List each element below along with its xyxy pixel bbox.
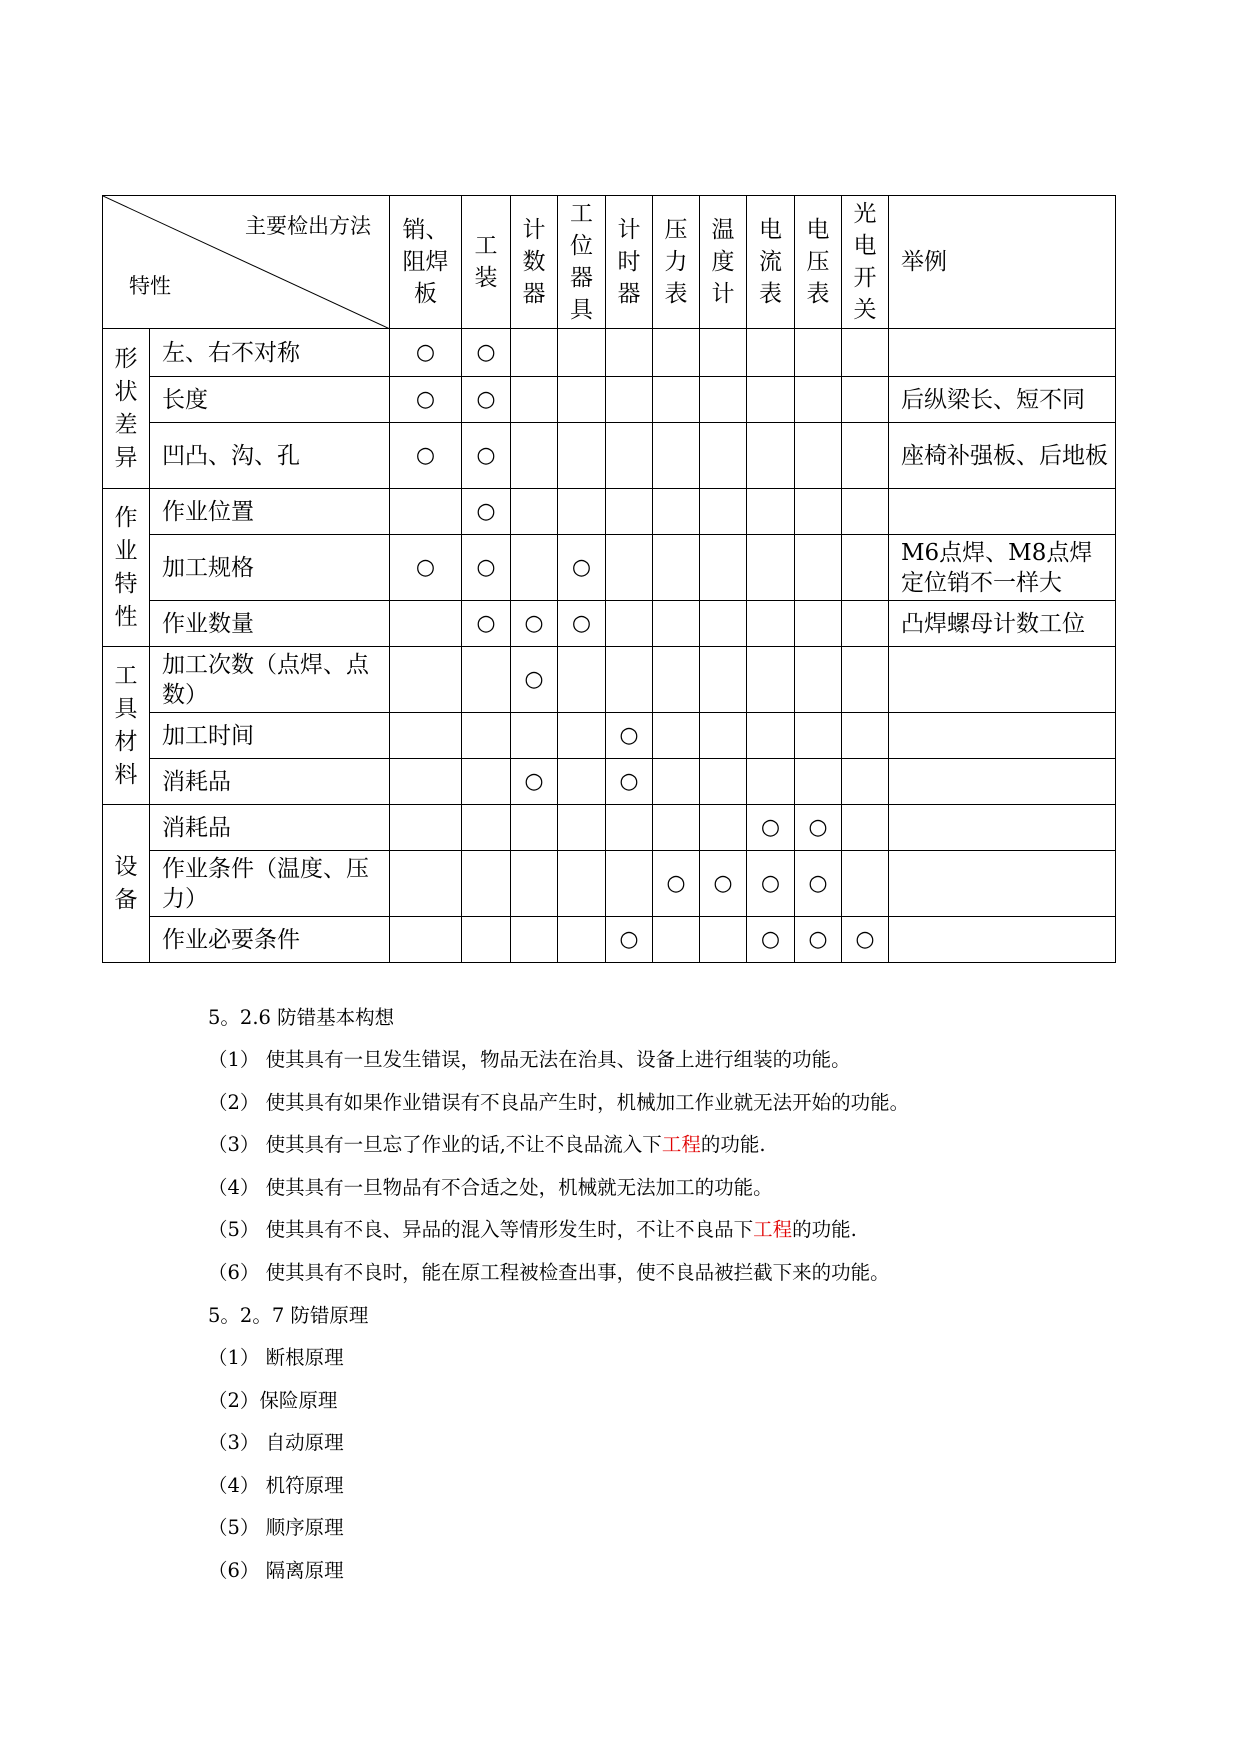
- example-cell: [889, 805, 1116, 851]
- concept-item: （6） 使其具有不良时，能在原工程被检查出事，使不良品被拦截下来的功能。: [208, 1260, 890, 1284]
- group-label-char: 作: [114, 504, 138, 531]
- empty-cell: [462, 759, 511, 805]
- empty-cell: [795, 423, 842, 489]
- mark-circle: ○: [747, 805, 795, 851]
- method-header-char: 压: [664, 217, 688, 243]
- concept-item: （4） 使其具有一旦物品有不合适之处，机械就无法加工的功能。: [208, 1175, 773, 1199]
- group-label-char: 异: [114, 444, 138, 471]
- group-label: [103, 489, 150, 647]
- method-header-char: 计: [617, 217, 641, 243]
- mark-circle: ○: [462, 377, 511, 423]
- group-label-char: 料: [114, 761, 138, 788]
- concept-item: [208, 1214, 857, 1242]
- method-header-char: 电: [853, 233, 877, 259]
- method-header-char: 电: [806, 217, 830, 243]
- empty-cell: [653, 601, 700, 647]
- empty-cell: [462, 647, 511, 713]
- empty-cell: [700, 489, 747, 535]
- mark-circle: ○: [558, 601, 606, 647]
- example-header: 举例: [889, 196, 1116, 329]
- characteristic-cell: 加工时间: [150, 713, 390, 759]
- example-cell: [889, 489, 1116, 535]
- empty-cell: [462, 917, 511, 963]
- empty-cell: [795, 377, 842, 423]
- empty-cell: [842, 713, 889, 759]
- method-header: [390, 196, 462, 329]
- mark-circle: ○: [462, 489, 511, 535]
- table-row: [103, 713, 1116, 759]
- method-header-char: 计: [522, 217, 546, 243]
- mark-circle: ○: [606, 759, 653, 805]
- empty-cell: [653, 489, 700, 535]
- empty-cell: [390, 713, 462, 759]
- method-header-char: 器: [570, 265, 593, 291]
- table-row: [103, 377, 1116, 423]
- empty-cell: [606, 489, 653, 535]
- empty-cell: [558, 917, 606, 963]
- empty-cell: [653, 805, 700, 851]
- concept-item-text: （5） 使其具有不良、异品的混入等情形发生时，不让不良品下: [208, 1218, 754, 1241]
- characteristic-cell: 加工次数（点焊、点数）: [150, 647, 390, 713]
- empty-cell: [558, 647, 606, 713]
- group-label: [103, 805, 150, 963]
- example-cell: [889, 329, 1116, 377]
- empty-cell: [653, 535, 700, 601]
- group-label-char: 业: [114, 537, 138, 564]
- mark-circle: ○: [700, 851, 747, 917]
- empty-cell: [842, 851, 889, 917]
- empty-cell: [606, 851, 653, 917]
- characteristic-cell: 作业数量: [150, 601, 390, 647]
- table-row: [103, 489, 1116, 535]
- method-header-char: 工: [474, 233, 498, 259]
- empty-cell: [511, 713, 558, 759]
- empty-cell: [747, 759, 795, 805]
- method-header-char: 板: [414, 281, 437, 307]
- empty-cell: [390, 851, 462, 917]
- empty-cell: [511, 423, 558, 489]
- empty-cell: [747, 329, 795, 377]
- empty-cell: [747, 601, 795, 647]
- empty-cell: [606, 423, 653, 489]
- empty-cell: [606, 805, 653, 851]
- empty-cell: [558, 759, 606, 805]
- method-header-char: 关: [853, 297, 877, 323]
- method-header-char: 工: [570, 201, 593, 227]
- method-header: [558, 196, 606, 329]
- method-header-char: 装: [474, 265, 498, 291]
- empty-cell: [747, 535, 795, 601]
- empty-cell: [390, 489, 462, 535]
- method-header-char: 压: [806, 249, 830, 275]
- method-header-char: 销、: [402, 217, 449, 243]
- empty-cell: [462, 713, 511, 759]
- empty-cell: [700, 329, 747, 377]
- empty-cell: [390, 759, 462, 805]
- empty-cell: [747, 713, 795, 759]
- table-row: [103, 535, 1116, 601]
- method-header-char: 具: [570, 297, 593, 323]
- example-cell: [889, 917, 1116, 963]
- table-row: [103, 329, 1116, 377]
- empty-cell: [795, 759, 842, 805]
- method-header: [653, 196, 700, 329]
- empty-cell: [390, 917, 462, 963]
- characteristic-cell: 左、右不对称: [150, 329, 390, 377]
- empty-cell: [511, 851, 558, 917]
- empty-cell: [700, 647, 747, 713]
- empty-cell: [558, 329, 606, 377]
- principle-item: （5） 顺序原理: [208, 1516, 344, 1539]
- empty-cell: [511, 377, 558, 423]
- empty-cell: [462, 805, 511, 851]
- empty-cell: [558, 377, 606, 423]
- empty-cell: [700, 423, 747, 489]
- method-header-char: 光: [853, 201, 877, 227]
- method-header: [795, 196, 842, 329]
- empty-cell: [390, 647, 462, 713]
- empty-cell: [795, 329, 842, 377]
- empty-cell: [390, 805, 462, 851]
- empty-cell: [558, 423, 606, 489]
- mark-circle: ○: [390, 423, 462, 489]
- detection-method-table: [102, 195, 1116, 963]
- method-header-char: 器: [617, 281, 641, 307]
- header-detection-method: 主要检出方法: [245, 214, 371, 238]
- empty-cell: [795, 713, 842, 759]
- empty-cell: [558, 713, 606, 759]
- empty-cell: [700, 917, 747, 963]
- method-header-char: 电: [759, 217, 782, 243]
- group-label-char: 材: [114, 728, 138, 755]
- empty-cell: [842, 805, 889, 851]
- empty-cell: [390, 601, 462, 647]
- empty-cell: [842, 423, 889, 489]
- empty-cell: [795, 535, 842, 601]
- empty-cell: [511, 917, 558, 963]
- group-label: [103, 329, 150, 489]
- example-cell: M6点焊、M8点焊定位销不一样大: [889, 535, 1116, 601]
- empty-cell: [511, 489, 558, 535]
- method-header-char: 时: [617, 249, 641, 275]
- group-label-char: 工: [114, 662, 138, 689]
- characteristic-cell: 消耗品: [150, 805, 390, 851]
- characteristic-cell: 凹凸、沟、孔: [150, 423, 390, 489]
- highlight-term: 工程: [753, 1218, 793, 1241]
- empty-cell: [747, 647, 795, 713]
- example-cell: 凸焊螺母计数工位: [889, 601, 1116, 647]
- example-cell: [889, 647, 1116, 713]
- group-label-char: 备: [114, 886, 138, 913]
- empty-cell: [842, 601, 889, 647]
- empty-cell: [700, 805, 747, 851]
- method-header-char: 表: [806, 281, 830, 307]
- empty-cell: [700, 759, 747, 805]
- empty-cell: [606, 329, 653, 377]
- principle-item: （6） 隔离原理: [208, 1558, 344, 1582]
- characteristic-cell: 作业条件（温度、压力）: [150, 851, 390, 917]
- method-header: [606, 196, 653, 329]
- section-5-2-6-title: 5。2.6 防错基本构想: [208, 1006, 395, 1029]
- characteristic-cell: 长度: [150, 377, 390, 423]
- mark-circle: ○: [842, 917, 889, 963]
- method-header-char: 阻焊: [402, 249, 449, 275]
- mark-circle: ○: [390, 329, 462, 377]
- table-row: [103, 805, 1116, 851]
- empty-cell: [700, 377, 747, 423]
- empty-cell: [653, 917, 700, 963]
- table-row: [103, 851, 1116, 917]
- empty-cell: [511, 805, 558, 851]
- table-row: [103, 423, 1116, 489]
- empty-cell: [653, 329, 700, 377]
- empty-cell: [606, 377, 653, 423]
- mark-circle: ○: [558, 535, 606, 601]
- empty-cell: [462, 851, 511, 917]
- method-header: [747, 196, 795, 329]
- example-cell: [889, 851, 1116, 917]
- principle-item: （3） 自动原理: [208, 1431, 344, 1454]
- group-label: [103, 647, 150, 805]
- mark-circle: ○: [795, 851, 842, 917]
- concept-item-text: 的功能.: [700, 1133, 766, 1156]
- empty-cell: [795, 489, 842, 535]
- empty-cell: [842, 647, 889, 713]
- group-label-char: 设: [114, 853, 138, 880]
- section-5-2-7-title: 5。2。7 防错原理: [208, 1304, 369, 1327]
- mark-circle: ○: [795, 805, 842, 851]
- characteristic-cell: 作业必要条件: [150, 917, 390, 963]
- empty-cell: [747, 377, 795, 423]
- group-label-char: 状: [114, 378, 138, 405]
- method-header-char: 度: [711, 249, 735, 275]
- method-header: [842, 196, 889, 329]
- mark-circle: ○: [606, 917, 653, 963]
- characteristic-cell: 消耗品: [150, 759, 390, 805]
- method-header: [511, 196, 558, 329]
- mark-circle: ○: [511, 759, 558, 805]
- concept-item: [208, 1129, 766, 1157]
- empty-cell: [653, 759, 700, 805]
- diagonal-header-cell: [103, 196, 390, 329]
- mark-circle: ○: [511, 601, 558, 647]
- empty-cell: [700, 713, 747, 759]
- mark-circle: ○: [462, 329, 511, 377]
- header-characteristic: 特性: [129, 274, 171, 298]
- example-cell: [889, 759, 1116, 805]
- group-label-char: 特: [114, 570, 138, 597]
- characteristic-cell: 作业位置: [150, 489, 390, 535]
- mark-circle: ○: [390, 535, 462, 601]
- method-header-char: 计: [711, 281, 735, 307]
- group-label-char: 性: [114, 603, 138, 630]
- mark-circle: ○: [747, 917, 795, 963]
- method-header: [462, 196, 511, 329]
- method-header-char: 数: [522, 249, 546, 275]
- empty-cell: [842, 535, 889, 601]
- empty-cell: [653, 377, 700, 423]
- highlight-term: 工程: [661, 1133, 701, 1156]
- method-header: [700, 196, 747, 329]
- empty-cell: [606, 647, 653, 713]
- concept-item-text: 的功能.: [792, 1218, 857, 1241]
- mark-circle: ○: [462, 535, 511, 601]
- principle-item: （2）保险原理: [208, 1388, 338, 1412]
- empty-cell: [653, 647, 700, 713]
- method-header-char: 器: [522, 281, 546, 307]
- group-label-char: 形: [114, 345, 138, 372]
- header-row: [103, 196, 1116, 329]
- example-cell: [889, 713, 1116, 759]
- table-row: [103, 601, 1116, 647]
- empty-cell: [842, 489, 889, 535]
- empty-cell: [842, 759, 889, 805]
- group-label-char: 具: [114, 695, 138, 722]
- method-header-char: 表: [759, 281, 782, 307]
- empty-cell: [606, 601, 653, 647]
- principle-item: （4） 机符原理: [208, 1473, 344, 1497]
- empty-cell: [747, 489, 795, 535]
- empty-cell: [795, 601, 842, 647]
- empty-cell: [511, 535, 558, 601]
- empty-cell: [558, 489, 606, 535]
- table-row: [103, 917, 1116, 963]
- mark-circle: ○: [462, 423, 511, 489]
- principle-item: （1） 断根原理: [208, 1346, 344, 1369]
- table-row: [103, 647, 1116, 713]
- example-cell: 座椅补强板、后地板: [889, 423, 1116, 489]
- empty-cell: [558, 851, 606, 917]
- mark-circle: ○: [795, 917, 842, 963]
- empty-cell: [511, 329, 558, 377]
- empty-cell: [842, 329, 889, 377]
- empty-cell: [700, 535, 747, 601]
- empty-cell: [842, 377, 889, 423]
- mark-circle: ○: [390, 377, 462, 423]
- mark-circle: ○: [747, 851, 795, 917]
- method-header-char: 流: [759, 249, 782, 275]
- empty-cell: [747, 423, 795, 489]
- group-label-char: 差: [114, 411, 138, 438]
- empty-cell: [795, 647, 842, 713]
- empty-cell: [653, 713, 700, 759]
- method-header-char: 开: [853, 265, 877, 291]
- example-cell: 后纵梁长、短不同: [889, 377, 1116, 423]
- concept-item-text: （3） 使其具有一旦忘了作业的话,不让不良品流入下: [208, 1133, 662, 1156]
- mark-circle: ○: [462, 601, 511, 647]
- mark-circle: ○: [606, 713, 653, 759]
- empty-cell: [606, 535, 653, 601]
- table-row: [103, 759, 1116, 805]
- mark-circle: ○: [511, 647, 558, 713]
- method-header-char: 温: [711, 217, 735, 243]
- characteristic-cell: 加工规格: [150, 535, 390, 601]
- empty-cell: [700, 601, 747, 647]
- method-header-char: 表: [664, 281, 688, 307]
- mark-circle: ○: [653, 851, 700, 917]
- method-header-char: 位: [570, 233, 593, 259]
- empty-cell: [558, 805, 606, 851]
- method-header-char: 力: [664, 249, 688, 275]
- empty-cell: [653, 423, 700, 489]
- concept-item: （1） 使其具有一旦发生错误，物品无法在治具、设备上进行组装的功能。: [208, 1048, 851, 1071]
- concept-item: （2） 使其具有如果作业错误有不良品产生时，机械加工作业就无法开始的功能。: [208, 1090, 910, 1114]
